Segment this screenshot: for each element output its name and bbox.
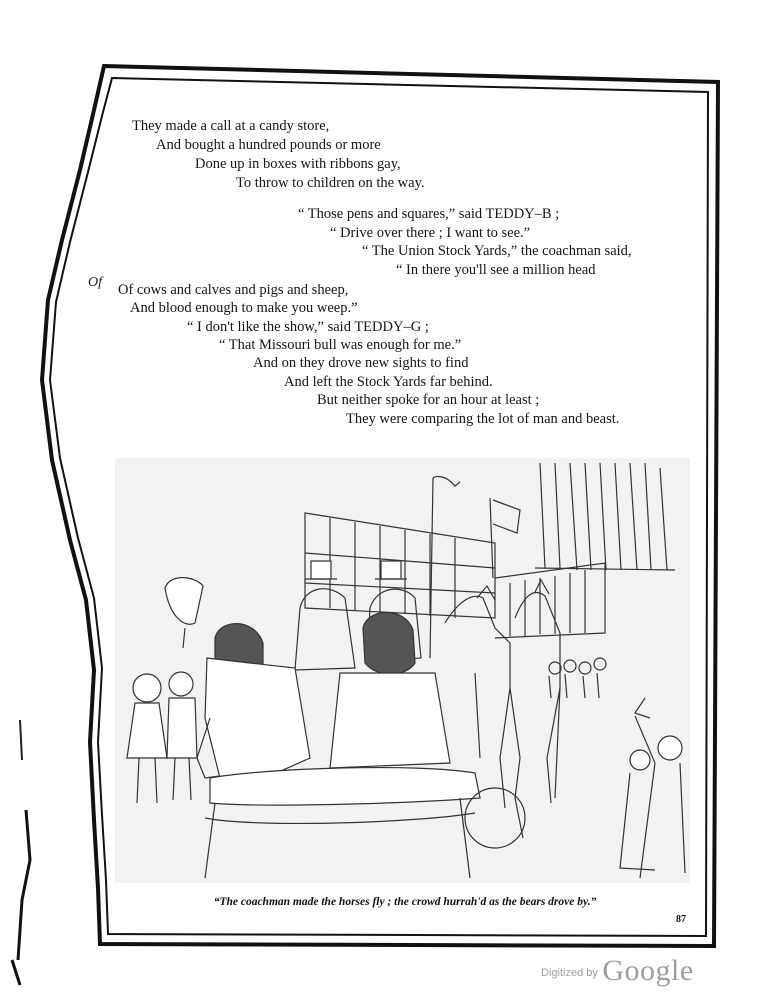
watermark-prefix: Digitized by [541,967,598,979]
poem-line: “ Those pens and squares,” said TEDDY–B ; [298,206,560,222]
poem-text [0,0,761,460]
poem-line: “ I don't like the show,” said TEDDY–G ; [187,319,429,335]
digitization-watermark [541,954,694,988]
poem-line: And on they drove new sights to find [253,355,469,371]
poem-line: They made a call at a candy store, [132,118,330,134]
google-logo-text: Google [602,954,694,987]
poem-line: “ In there you'll see a million head [396,262,596,278]
poem-line: And left the Stock Yards far behind. [284,374,493,390]
poem-line: “ That Missouri bull was enough for me.” [219,337,462,353]
poem-line: They were comparing the lot of man and beast. [346,411,620,427]
poem-line: But neither spoke for an hour at least ; [317,392,540,408]
poem-line: And blood enough to make you weep.” [130,300,358,316]
page-number: 87 [676,914,686,925]
poem-line-cows: Of cows and calves and pigs and sheep, [118,282,349,298]
poem-line: To throw to children on the way. [236,175,425,191]
illustration-caption: “The coachman made the horses fly ; the crowd hurrah'd as the bears drove by.” [213,896,597,908]
poem-line: “ Drive over there ; I want to see.” [330,225,531,241]
illustration-bears-carriage [115,458,690,883]
poem-line: And bought a hundred pounds or more [156,137,381,153]
poem-line: Done up in boxes with ribbons gay, [195,156,401,172]
poem-line: “ The Union Stock Yards,” the coachman said, [362,243,632,259]
stray-mark: Of [88,275,102,290]
